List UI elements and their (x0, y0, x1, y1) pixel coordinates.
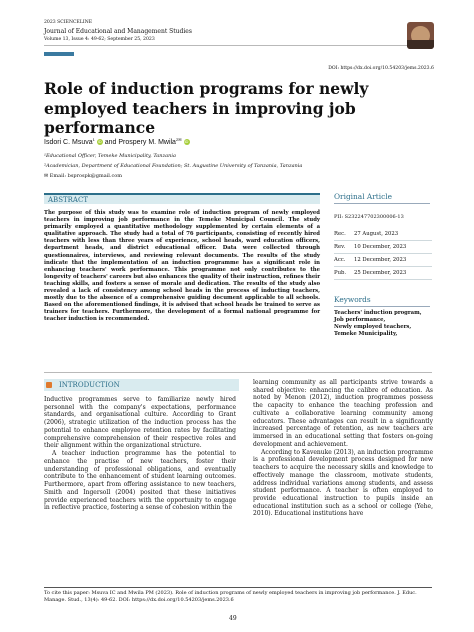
citation-footer: To cite this paper: Msuva IC and Mwila PM (2023). Role of induction programs of newly employed teachers in improving job performance. J. Educ. Manage. Stud., 13(4): 49-62. DOI: https://dx.doi.org/10.54203/jems.2023.6 (44, 590, 417, 603)
orcid-icon[interactable]: iD (97, 139, 102, 144)
corresponding-email[interactable]: ✉ Email: bsprospk@gmail.com (44, 173, 123, 179)
author-2-sup: 2✉ (175, 137, 182, 142)
author-1[interactable]: Isdori C. Msuva (44, 139, 93, 146)
header-divider (44, 45, 434, 46)
keywords-heading: Keywords (334, 295, 371, 304)
date-row (334, 254, 432, 267)
date-value: 10 December, 2023 (354, 244, 407, 250)
article-title: Role of induction programs for newly employed teachers in improving job performance (44, 79, 369, 138)
introduction-heading: INTRODUCTION (44, 379, 239, 391)
article-dates (334, 228, 432, 280)
date-row (334, 228, 432, 241)
intro-paragraph: learning community as all participants strive towards a shared objective: enhancing the calibre of education. As noted by Menon (2012), induction programmes possess the capacity to enhance the teaching profession and cultivate a collaborative learning community among educators. These advantages can result in a significantly increased percentage of retention, as new teachers are immersed in an educational setting that fosters on-going development and achievement. (253, 379, 433, 448)
page-number: 49 (229, 615, 237, 622)
date-row (334, 241, 432, 254)
footer-divider (44, 587, 432, 588)
keyword-item: Teachers' induction program, (334, 310, 422, 316)
introduction-column-2 (253, 379, 433, 518)
intro-paragraph: Inductive programmes serve to familiarize newly hired personnel with the company's expectations, performance standards, and organisational culture. According to Grant (2006), strategic utilization of the induction process has the potential to enhance employee retention rates by facilitating comprehensive comprehension of their respective roles and their alignment within the organizational structure. (44, 396, 236, 450)
original-article-heading: Original Article (334, 192, 393, 201)
date-label: Rev. (334, 244, 346, 250)
date-row (334, 267, 432, 280)
keyword-item: Temeke Municipality, (334, 331, 398, 338)
keyword-item: Job performance, (334, 317, 386, 324)
intro-paragraph: According to Kavenuke (2013), an induction programme is a professional development process designed for new teachers to acquire the necessary skills and knowledge to effectively manage the classroom, motivate students, address individual variations among students, and assess student performance. A teacher is often employed to provide educational instruction to pupils inside an educational institution such as a school or college (Yehe, 2010). Educational institutions have (253, 448, 433, 518)
pii-label: PII: S232247702300006-13 (334, 214, 404, 220)
header-accent-band (44, 52, 74, 56)
author-line (44, 137, 190, 146)
doi-link[interactable]: DOI: https://dx.doi.org/10.54203/jems.2023.6 (328, 66, 434, 71)
affiliation-1: ¹Educational Officer, Temeke Municipality, Tanzania (44, 153, 176, 159)
affiliation-2: ²Academician, Department of Educational Foundation; St. Augustine University of Tanzania, Tanzania (44, 163, 303, 169)
journal-name: Journal of Educational and Management Studies (44, 28, 192, 35)
journal-cover-logo (407, 22, 434, 49)
date-value: 27 August, 2023 (354, 231, 399, 237)
keywords-list (334, 310, 432, 339)
orcid-icon[interactable]: iD (184, 139, 189, 144)
date-label: Rec. (334, 231, 346, 237)
keyword-item: Newly employed teachers, (334, 324, 412, 331)
date-label: Acc. (334, 257, 346, 263)
date-value: 25 December, 2023 (354, 270, 407, 276)
abstract-body: The purpose of this study was to examine role of induction program of newly employed teachers in improving job performance in the Temeke Municipal Council. The study primarily employed a quantitative methodology supplemented by certain elements of a qualitative approach. The study had a total of 76 participants, consisting of recently hired teachers with less than three years of experience, school heads, ward education officers, department heads, and district educational officer. Data were collected through questionnaires, interviews, and reviewing relevant documents. The results of the study indicate that the implementation of an induction programme has a significant role in enhancing teachers' work performance. This programme not only contributes to the longevity of teachers' careers but also enhances the quality of their instruction, refines their teaching skills, and fosters a sense of morale and dedication. The results of the study also revealed a lack of consistency among school heads in the process of inducting teachers, mostly due to the absence of a comprehensive guiding document applicable to all schools. Based on the aforementioned findings, it is advised that school heads be trained to serve as trainers for teachers. Furthermore, the development of a formal national programme for teacher induction is recommended. (44, 210, 320, 323)
abstract-divider (44, 372, 432, 373)
keywords-divider (334, 306, 430, 307)
introduction-column-1 (44, 396, 236, 512)
volume-info: Volume 13, Issue 4: 49-62; September 25, 2023 (44, 37, 155, 42)
section-bullet-icon (46, 382, 52, 388)
date-label: Pub. (334, 270, 347, 276)
author-2[interactable]: and Prospery M. Mwila (104, 139, 176, 146)
date-value: 12 December, 2023 (354, 257, 407, 263)
author-1-sup: 1 (92, 137, 95, 142)
abstract-heading: ABSTRACT (44, 193, 320, 204)
intro-paragraph: A teacher induction programme has the potential to enhance the practise of new teachers, foster their understanding of professional obligations, and eventually contribute to the enhancement of student learning outcomes. Furthermore, apart from offering assistance to new teachers, Smith and Ingersoll (2004) posited that these initiatives provide experienced teachers with the opportunity to engage in reflective practice, fostering a sense of cohesion within the (44, 450, 236, 512)
sidebar-divider (334, 203, 430, 204)
publisher-label: 2023 SCIENCELINE (44, 20, 93, 25)
